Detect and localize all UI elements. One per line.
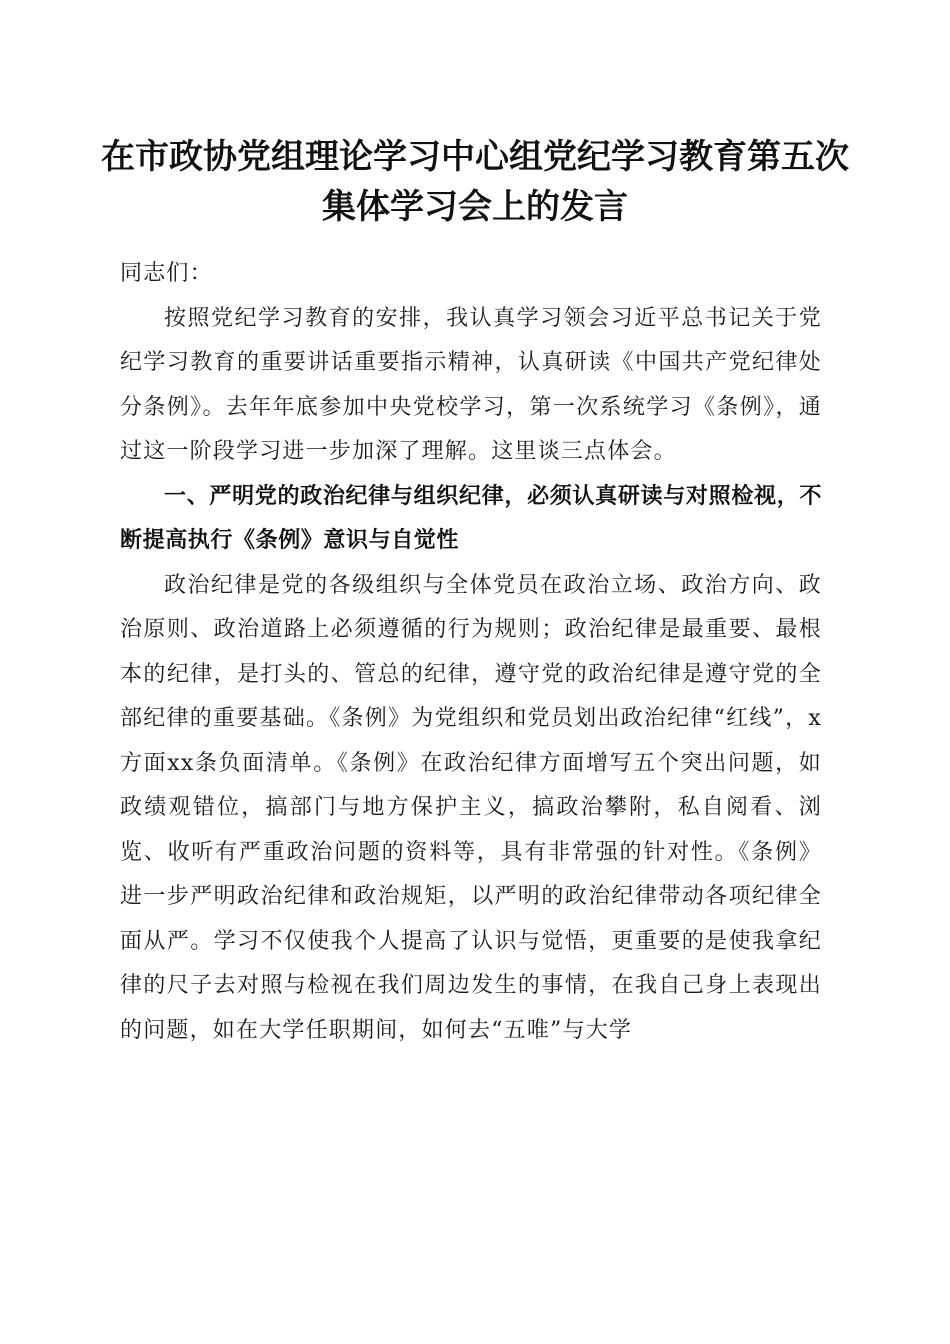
document-title: 在市政协党组理论学习中心组党纪学习教育第五次集体学习会上的发言 bbox=[101, 137, 849, 227]
intro-paragraph: 按照党纪学习教育的安排，我认真学习领会习近平总书记关于党纪学习教育的重要讲话重要指示精神，认真研读《中国共产党纪律处分条例》。去年年底参加中央党校学习，第一次系统学习《条例》，通过这一阶段学习进一步加深了理解。这里谈三点体会。 bbox=[120, 305, 822, 464]
section-1-paragraph: 政治纪律是党的各级组织与全体党员在政治立场、政治方向、政治原则、政治道路上必须遵循的行为规则；政治纪律是最重要、最根本的纪律，是打头的、管总的纪律，遵守党的政治纪律是遵守党的全部纪律的重要基础。《条例》为党组织和党员划出政治纪律“红线”，x方面xx条负面清单。《条例》在政治纪律方面增写五个突出问题，如政绩观错位，搞部门与地方保护主义，搞政治攀附，私自阅看、浏览、收听有严重政治问题的资料等，具有非常强的针对性。《条例》进一步严明政治纪律和政治规矩，以严明的政治纪律带动各项纪律全面从严。学习不仅使我个人提高了认识与觉悟，更重要的是使我拿纪律的尺子去对照与检视在我们周边发生的事情，在我自己身上表现出的问题，如在大学任职期间，如何去“五唯”与大学 bbox=[120, 572, 822, 1043]
salutation: 同志们： bbox=[120, 261, 213, 286]
section-1-heading: 一、严明党的政治纪律与组织纪律，必须认真研读与对照检视，不断提高执行《条例》意识与自觉性 bbox=[120, 483, 822, 553]
document-body bbox=[120, 252, 822, 1053]
